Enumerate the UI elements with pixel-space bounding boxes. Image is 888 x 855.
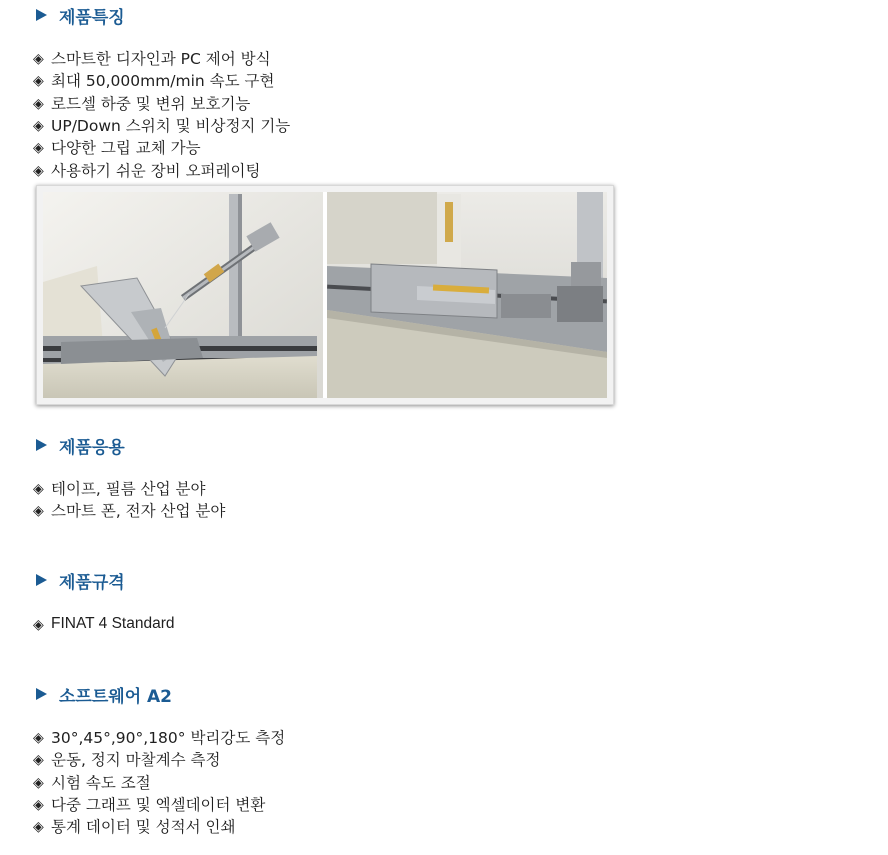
diamond-bullet-icon: ◈: [33, 51, 44, 68]
list-item: ◈ 운동, 정지 마찰계수 측정: [33, 751, 221, 770]
triangle-bullet-icon: [36, 688, 47, 700]
triangle-bullet-icon: [36, 439, 47, 451]
list-item: ◈ 시험 속도 조절: [33, 773, 151, 792]
software-title: 소프트웨어 A2: [59, 686, 173, 707]
list-item: ◈ UP/Down 스위치 및 비상정지 기능: [33, 117, 291, 136]
applications-section: [33, 432, 225, 523]
applications-title: 제품응용: [59, 437, 125, 458]
list-item: ◈ 스마트 폰, 전자 산업 분야: [33, 502, 226, 521]
diamond-bullet-icon: ◈: [33, 118, 44, 135]
section-heading: [33, 2, 290, 28]
diamond-bullet-icon: ◈: [33, 73, 44, 90]
diamond-bullet-icon: ◈: [33, 797, 44, 814]
features-title: 제품특징: [59, 7, 125, 28]
list-item: ◈ 다양한 그립 교체 가능: [33, 139, 201, 158]
diamond-bullet-icon: ◈: [33, 95, 44, 112]
section-heading: [33, 681, 285, 707]
list-item: ◈ 스마트한 디자인과 PC 제어 방식: [33, 50, 271, 69]
friction-test-sled-photo: [327, 192, 607, 398]
diamond-bullet-icon: ◈: [33, 162, 44, 179]
product-photos: [36, 185, 614, 405]
section-heading: [33, 567, 175, 593]
list-item: ◈ FINAT 4 Standard: [33, 613, 175, 635]
software-list: [33, 727, 285, 838]
list-item: ◈ 30°,45°,90°,180° 박리강도 측정: [33, 729, 286, 748]
applications-list: [33, 478, 225, 523]
diamond-bullet-icon: ◈: [33, 730, 44, 747]
diamond-bullet-icon: ◈: [33, 503, 44, 520]
diamond-bullet-icon: ◈: [33, 616, 44, 633]
list-item: ◈ 사용하기 쉬운 장비 오퍼레이팅: [33, 161, 261, 180]
software-section: [33, 681, 285, 838]
section-heading: [33, 432, 225, 458]
diamond-bullet-icon: ◈: [33, 774, 44, 791]
list-item: ◈ 로드셀 하중 및 변위 보호기능: [33, 94, 251, 113]
list-item: ◈ 테이프, 필름 산업 분야: [33, 480, 206, 499]
triangle-bullet-icon: [36, 574, 47, 586]
standards-list: [33, 613, 175, 635]
diamond-bullet-icon: ◈: [33, 752, 44, 769]
list-item: ◈ 통계 데이터 및 성적서 인쇄: [33, 818, 236, 837]
diamond-bullet-icon: ◈: [33, 819, 44, 836]
list-item: ◈ 다중 그래프 및 엑셀데이터 변환: [33, 796, 266, 815]
diamond-bullet-icon: ◈: [33, 481, 44, 498]
triangle-bullet-icon: [36, 9, 47, 21]
list-item: ◈ 최대 50,000mm/min 속도 구현: [33, 72, 275, 91]
peel-test-fixture-photo: [43, 192, 323, 398]
features-list: [33, 48, 290, 182]
diamond-bullet-icon: ◈: [33, 140, 44, 157]
standards-title: 제품규격: [59, 572, 125, 593]
features-section: [33, 2, 290, 182]
standards-section: [33, 567, 175, 635]
